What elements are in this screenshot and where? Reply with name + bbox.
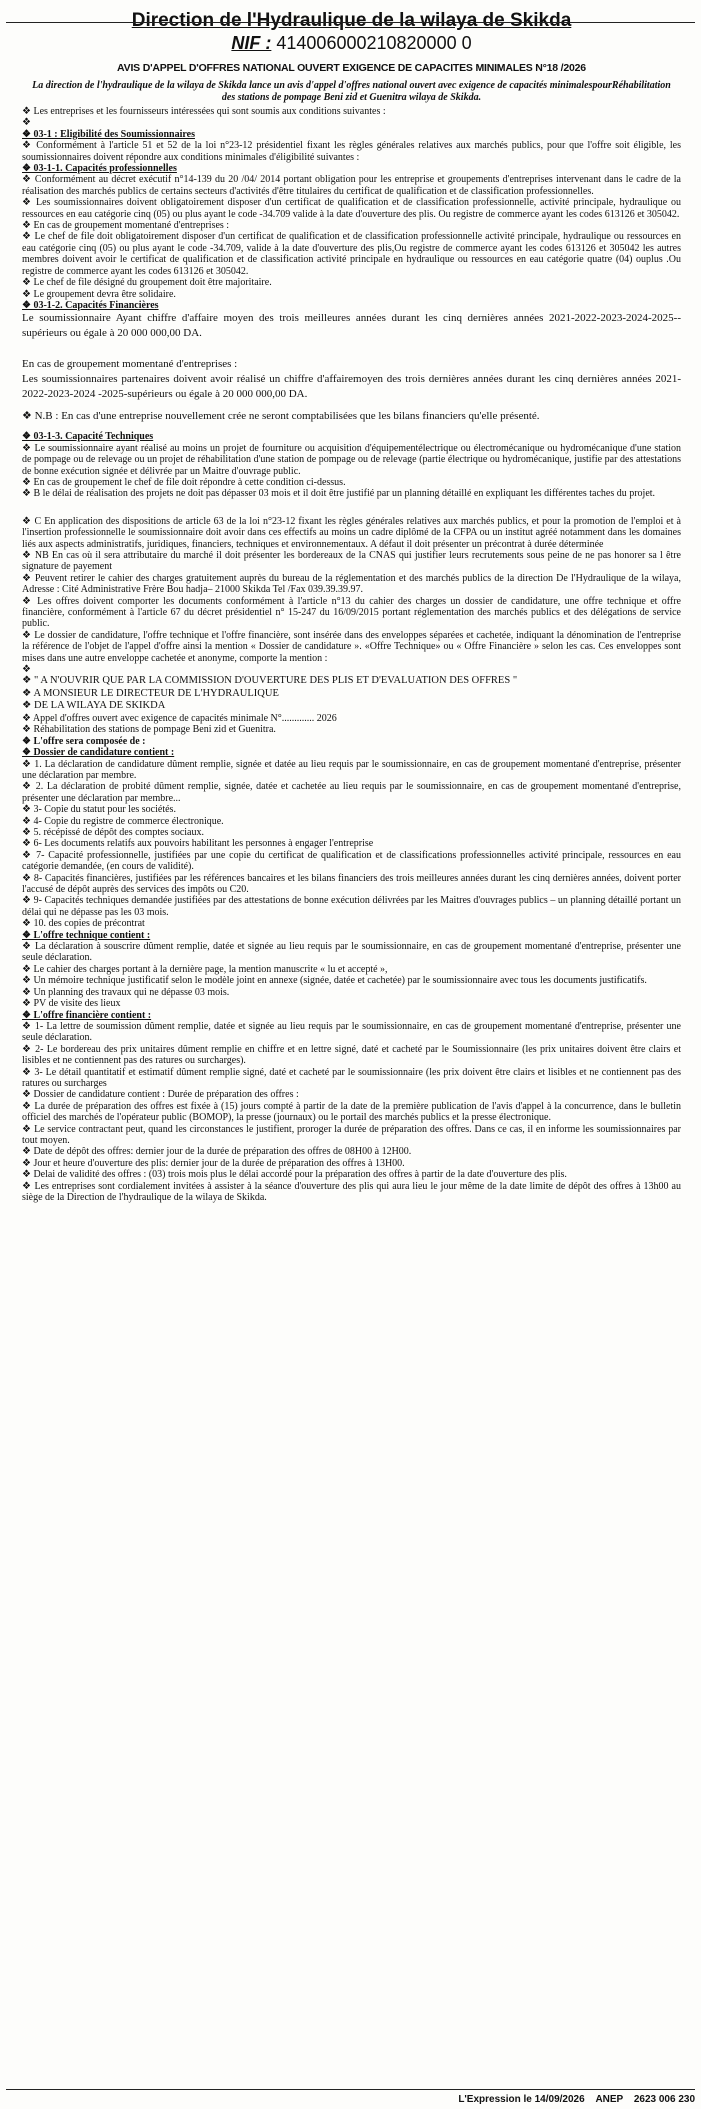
nif-value: 414006000210820000 0 (276, 33, 472, 53)
paragraph: ❖ Les offres doivent comporter les documents conformément à l'article n°13 du cahier des charges un dossier de candidature, une offre technique et offre financière, conformément à l'article 67 du décret présidentiel n° 15-247 du 16/09/2015 portant réglementation des marchés publics et des délégations de service public. (22, 595, 681, 630)
intro-paragraph: La direction de l'hydraulique de la wilaya de Skikda lance un avis d'appel d'offres national ouvert avec exigence de capacités minimalespourRéhabilitation des stations de pompage Beni zid et Guenitra wilaya de Skikda. (32, 80, 671, 103)
paragraph: ❖ N.B : En cas d'une entreprise nouvellement crée ne seront comptabilisées que les bilans financiers qu'elle présenté. (22, 410, 540, 423)
list-item: ❖ Un mémoire technique justificatif selon le modèle joint en annexe (signée, datée et cachetée) par le soumissionnaire avec tous les documents justificatifs. (22, 975, 647, 987)
paragraph: ❖ Le soumissionnaire ayant réalisé au moins un projet de fourniture ou acquisition d'équipementélectrique ou électromécanique ou hydromécanique d'une station de pompage ou de relevage ou un projet de réhabilitation d'une station de pompage ou de relevage (partie électrique ou hydromécanique, justifie par des attestations de bonne exécution signée et délivrée par un Maitre d'ouvrage public. (22, 442, 681, 477)
list-item: ❖ 1. La déclaration de candidature dûment remplie, signée et datée au lieu requis par le soumissionnaire, en cas de groupement momentané d'entreprise, présenter une déclaration par membre. (22, 758, 681, 781)
paragraph: ❖ La durée de préparation des offres est fixée à (15) jours compté à partir de la date de la première publication de l'avis d'appel à la concurrence, dans le bulletin officiel des marchés de l'opérateur public (BOMOP), la presse (journaux) ou le portail des marchés publics et la presse électronique. (22, 1100, 681, 1124)
section-heading: ❖ L'offre financière contient : (22, 1009, 152, 1021)
paragraph: ❖ Jour et heure d'ouverture des plis: dernier jour de la durée de préparation des offres à 13H00. (22, 1157, 405, 1169)
top-rule (6, 22, 695, 23)
paragraph: Les soumissionnaires partenaires doivent avoir réalisé un chiffre d'affairemoyen des trois dernières années durant les cinq dernières années 2021-2022-2023-2024 -2025-supérieurs ou égale à 20 000 000,00 DA. (22, 373, 681, 401)
envelope-mention: ❖ " A N'OUVRIR QUE PAR LA COMMISSION D'OUVERTURE DES PLIS ET D'EVALUATION DES OFFRES " (22, 675, 518, 687)
nif-line (22, 32, 681, 54)
agency-name: ANEP (595, 2094, 624, 2105)
paragraph: ❖ C En application des dispositions de article 63 de la loi n°23-12 fixant les règles générales relatives aux marchés publics, et pour la promotion de l'emploi et à l'insertion professionnelle le soumissionnaire doit avoir dans ces effectifs au moins un cadre diplômé de la CFPA ou un institut agréé notamment dans les domaines liés aux aspects administratifs, juridiques, financiers, techniques et environnementaux. A défaut il doit présenter un précontrat à durée déterminée (22, 515, 681, 550)
list-item: ❖ 4- Copie du registre de commerce électronique. (22, 815, 224, 827)
envelope-wilaya: ❖ DE LA WILAYA DE SKIKDA (22, 700, 166, 712)
paragraph: ❖ Les entreprises et les fournisseurs intéressées qui sont soumis aux conditions suivantes : (22, 106, 386, 117)
paragraph: Le soumissionnaire Ayant chiffre d'affaire moyen des trois meilleures années durant les cinq dernières années 2021-2022-2023-2024-2025-- supérieurs ou égale à 20 000 000,00 DA. (22, 312, 681, 340)
list-item: ❖ 3- Copie du statut pour les sociétés. (22, 804, 176, 816)
section-heading: ❖ 03-1-3. Capacité Techniques (22, 431, 154, 443)
paragraph: ❖ L'offre sera composée de : (22, 735, 146, 747)
paragraph: ❖ Delai de validité des offres : (03) trois mois plus le délai accordé pour la préparation des offres à partir de la date d'ouverture des plis. (22, 1169, 567, 1181)
paragraph: ❖ Date de dépôt des offres: dernier jour de la durée de préparation des offres de 08H00 à 12H00. (22, 1146, 412, 1158)
avis-title: AVIS D'APPEL D'OFFRES NATIONAL OUVERT EXIGENCE DE CAPACITES MINIMALES N°18 /2026 (117, 62, 586, 74)
paragraph: ❖ Appel d'offres ouvert avec exigence de capacités minimale N°............. 2026 (22, 712, 337, 724)
paragraph: ❖ Conformément au décret exécutif n°14-139 du 20 /04/ 2014 portant obligation pour les entreprise et groupements d'entreprises intervenant dans le cadre de la réalisation des marchés publics de certains secteurs d'activités d'être titulaires du certificat de qualification et de classification professionnelles. (22, 174, 681, 197)
notice-body (22, 106, 681, 1203)
list-item: ❖ 7- Capacité professionnelle, justifiées par une copie du certificat de qualification et de classifications professionnelles activité principale, ressources en eau catégorie demandée, (en cours de validité). (22, 849, 681, 873)
list-item: ❖ La déclaration à souscrire dûment remplie, datée et signée au lieu requis par le soumissionnaire, en cas de groupement momentané d'entreprise, présenter une seule déclaration. (22, 941, 681, 964)
notice-title: Direction de l'Hydraulique de la wilaya de Skikda (131, 10, 572, 31)
nif-label: NIF : (231, 33, 272, 53)
paragraph: ❖ Les entreprises sont cordialement invitées à assister à la séance d'ouverture des plis qui aura lieu le jour même de la date limite de dépôt des offres à 13h00 au siège de la Direction de l'hydraulique de la wilaya de Skikda. (22, 1180, 681, 1203)
publication-reference: 2623 006 230 (633, 2094, 695, 2105)
section-heading: ❖ 03-1-2. Capacités Financières (22, 299, 159, 311)
envelope-addressee: ❖ A MONSIEUR LE DIRECTEUR DE L'HYDRAULIQUE (22, 687, 279, 699)
section-heading: ❖ 03-1-1. Capacités professionnelles (22, 163, 177, 175)
section-heading: ❖ 03-1 : Eligibilité des Soumissionnaires (22, 128, 195, 140)
list-item: ❖ 10. des copies de précontrat (22, 918, 145, 930)
list-item: ❖ 3- Le détail quantitatif et estimatif dûment remplie signé, daté et cacheté par le soumissionnaire (les prix doivent être clairs et lisibles et ne contiennent pas des ratures ou surcharges (22, 1066, 681, 1089)
paragraph: ❖ Le chef de file doit obligatoirement disposer d'un certificat de qualification et de classification professionnelle activité principale, hydraulique ou ressources en eau catégorie cinq (05) ou plus ayant le code -34.709, valide à la date d'ouverture des plis,Ou registre de commerce ayant les codes 613126 et 305042 les autres membres doivent avoir le certificat de qualification et de classification activité principale en hydraulique ou ressources en eau catégorie quatre (04) ouplus .Ou registre de commerce ayant les codes 613126 et 305042. (22, 231, 681, 277)
list-item: ❖ Le cahier des charges portant à la dernière page, la mention manuscrite « lu et accepté », (22, 963, 388, 975)
list-item: ❖ 5. récépissé de dépôt des comptes sociaux. (22, 827, 204, 838)
list-item: ❖ Un planning des travaux qui ne dépasse 03 mois. (22, 986, 230, 998)
paragraph: ❖ Conformément à l'article 51 et 52 de la loi n°23-12 présidentiel fixant les règles générales relatives aux marchés publics, pour que l'offre soit éligible, les soumissionnaires doivent répondre aux conditions minimales d'éligibilité suivantes : (22, 140, 681, 163)
paragraph: ❖ Le chef de file désigné du groupement doit être majoritaire. (22, 277, 272, 289)
paragraph: En cas de groupement momentané d'entreprises : (22, 358, 238, 371)
publication-name: L'Expression le 14/09/2026 (458, 2094, 585, 2105)
paragraph: ❖ Le service contractant peut, quand les circonstances le justifient, proroger la durée de préparation des offres. Dans ce cas, il en informe les soumissionnaires par tout moyen. (22, 1123, 681, 1146)
list-item: ❖ 8- Capacités financières, justifiées par les références bancaires et les bilans financiers des trois meilleures années durant les cinq dernières années, doivent porter l'accusé de dépôt auprès des services des impôts ou C20. (22, 872, 681, 896)
paragraph: ❖ Dossier de candidature contient : Durée de préparation des offres : (22, 1089, 299, 1101)
paragraph: ❖ Le groupement devra être solidaire. (22, 288, 176, 300)
paragraph: ❖ En cas de groupement le chef de file doit répondre à cette condition ci-dessus. (22, 476, 346, 488)
paragraph: ❖ B le délai de réalisation des projets ne doit pas dépasser 03 mois et il doit être justifié par un planning détaillé en expliquant les différentes taches du projet. (22, 488, 656, 500)
paragraph: ❖ En cas de groupement momentané d'entreprises : (22, 220, 230, 232)
section-heading: ❖ L'offre technique contient : (22, 929, 151, 941)
list-item: ❖ 6- Les documents relatifs aux pouvoirs habilitant les personnes à engager l'entreprise (22, 838, 374, 850)
list-item: ❖ 2- Le bordereau des prix unitaires dûment remplie en chiffre et en lettre signé, daté et cacheté par le Soumissionnaire (les prix unitaires doivent être clairs et lisibles et ne contiennent pas des ratures ou surcharges). (22, 1043, 681, 1067)
paragraph: ❖ Les soumissionnaires doivent obligatoirement disposer d'un certificat de qualification et de classification professionnelle, activité principale, hydraulique ou ressources en eau catégorie cinq (05) ou plus ayant le code -34.709 valide à la date d'ouverture des plis. Ou registre de commerce ayant les codes 613126 et 305042. (22, 197, 681, 220)
list-item: ❖ 9- Capacités techniques demandée justifiées par des attestations de bonne exécution délivrées par les Maitres d'ouvrages publics – un planning détaillé portant un délai qui ne dépasse pas les 03 mois. (22, 895, 681, 918)
list-item: ❖ PV de visite des lieux (22, 998, 121, 1010)
page (0, 10, 701, 2109)
section-heading: ❖ Dossier de candidature contient : (22, 747, 175, 759)
notice-header (22, 10, 681, 74)
paragraph: ❖ Réhabilitation des stations de pompage Beni zid et Guenitra. (22, 724, 276, 736)
list-item: ❖ 1- La lettre de soumission dûment remplie, datée et signée au lieu requis par le soumissionnaire, en cas de groupement momentané d'entreprise, présenter une seule déclaration. (22, 1020, 681, 1044)
paragraph: ❖ Le dossier de candidature, l'offre technique et l'offre financière, sont insérée dans des enveloppes séparées et cachetée, indiquant la dénomination de l'entreprise la référence de l'objet de l'appel d'offre ainsi la mention « Dossier de candidature ». «Offre Technique» ou « Offre Financière » selon les cas. Ces enveloppes sont mises dans une autre enveloppe cachetée et anonyme, comporte la mention : (22, 629, 681, 664)
paragraph: ❖ (22, 664, 31, 676)
paragraph: ❖ Peuvent retirer le cahier des charges gratuitement auprès du bureau de la réglementation et des marchés publics de la direction De l'Hydraulique de la wilaya, Adresse : Cité Administrative Frère Bou hadja– 21000 Skikda Tel /Fax 039.39.39.97. (22, 572, 681, 596)
paragraph: ❖ NB En cas où il sera attributaire du marché il doit présenter les bordereaux de la CNAS qui justifier leurs recrutements sous peine de ne pas honorer sa l être signature de payement (22, 549, 681, 573)
list-item: ❖ 2. La déclaration de probité dûment remplie, signée, datée et cachetée au lieu requis par le soumissionnaire, en cas de groupement momentané d'entreprise, présenter une déclaration par membre... (22, 781, 681, 804)
paragraph: ❖ (22, 117, 31, 129)
publication-footer (6, 2089, 695, 2105)
